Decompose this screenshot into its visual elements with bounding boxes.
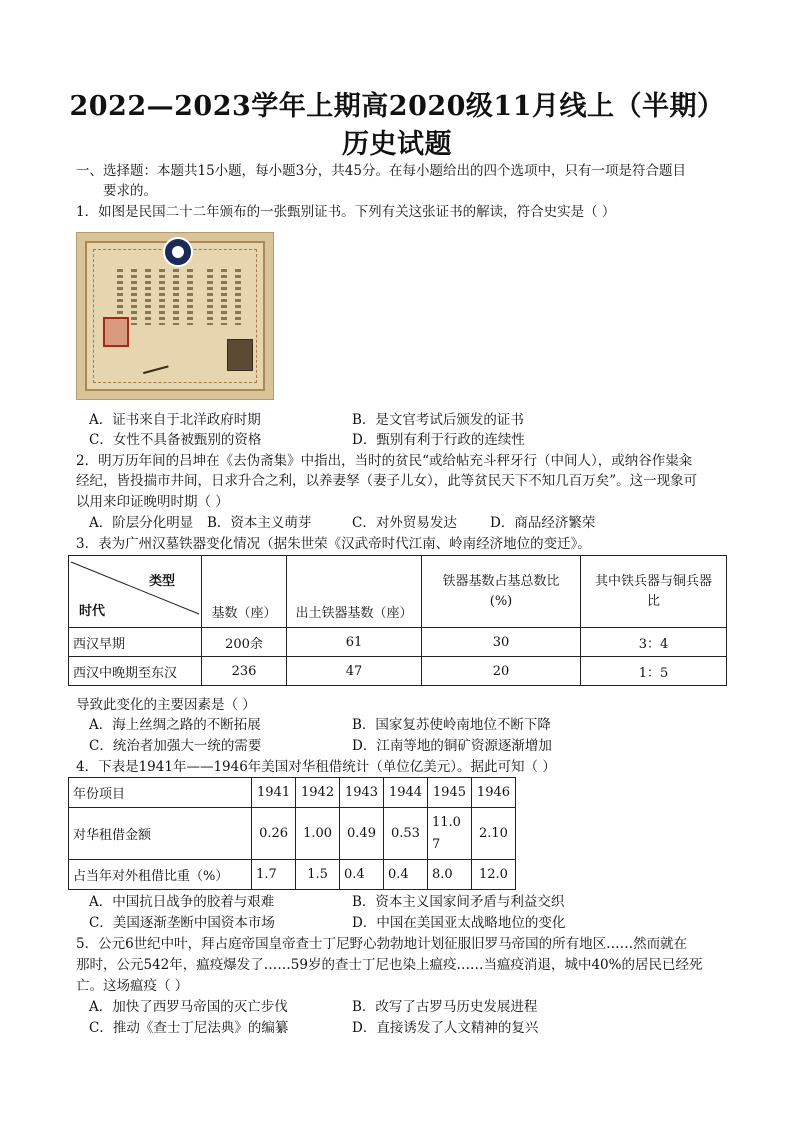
certificate-text-column <box>131 269 137 325</box>
q5-stem-line2: 那时，公元542年，瘟疫爆发了……59岁的查士丁尼也染上瘟疫……当瘟疫消退，城中40%的居民已经死 <box>76 957 703 973</box>
certificate-text-column <box>207 269 213 325</box>
q3-row2-era: 西汉中晚期至东汉 <box>69 657 202 686</box>
q4-row1-label: 对华租借金额 <box>69 808 252 860</box>
emblem-icon <box>163 237 193 267</box>
q3-row2-count: 236 <box>202 657 287 686</box>
q4-table <box>68 777 516 890</box>
table-row <box>69 860 516 890</box>
table-row <box>69 628 727 657</box>
q4-header-1945: 1945 <box>427 778 471 808</box>
red-seal-icon <box>103 317 129 347</box>
q3-stem: 3．表为广州汉墓铁器变化情况（据朱世荣《汉武帝时代江南、岭南经济地位的变迁》。 <box>76 536 591 552</box>
q3-row1-count: 200余 <box>202 628 287 657</box>
q4-header-label: 年份项目 <box>69 778 252 808</box>
corner-label-type: 类型 <box>149 574 176 589</box>
q3-header-weapon-line2: 比 <box>646 593 660 609</box>
q5-option-a: A．加快了西罗马帝国的灭亡步伐 <box>89 999 288 1015</box>
certificate-text-column <box>159 269 165 325</box>
q3-option-c: C．统治者加强大一统的需要 <box>89 738 262 754</box>
q4-row1-1945 <box>427 808 471 860</box>
q4-row2-1943: 0.4 <box>340 860 384 890</box>
q4-row1-1942: 1.00 <box>296 808 340 860</box>
certificate-text-column <box>173 269 179 325</box>
certificate-text-column <box>187 269 193 325</box>
portrait-photo <box>227 339 253 371</box>
q3-header-ratio-line1: 铁器基数占基总数比 <box>442 573 560 589</box>
certificate-text-column <box>235 269 241 325</box>
q3-question: 导致此变化的主要因素是（ ） <box>76 697 256 713</box>
certificate-text-column <box>145 269 151 325</box>
q4-row2-1946: 12.0 <box>471 860 515 890</box>
q4-row2-label: 占当年对外租借比重（%） <box>69 860 252 890</box>
q5-option-b: B．改写了古罗马历史发展进程 <box>352 999 538 1015</box>
q4-header-1946: 1946 <box>471 778 515 808</box>
section-instruction-line1: 一、选择题：本题共15小题，每小题3分，共45分。在每小题给出的四个选项中，只有一项是符合题目 <box>76 163 686 179</box>
q3-header-iron-count: 出土铁器基数（座） <box>287 556 422 628</box>
q2-option-b: B．资本主义萌芽 <box>207 515 312 531</box>
section-instruction-line2: 要求的。 <box>103 183 157 199</box>
corner-label-era: 时代 <box>79 604 106 619</box>
q1-option-a: A．证书来自于北洋政府时期 <box>89 412 261 428</box>
q3-row1-ratio: 30 <box>422 628 581 657</box>
q3-row2-ratio: 20 <box>422 657 581 686</box>
q4-option-c: C．美国逐渐垄断中国资本市场 <box>89 915 275 931</box>
q1-option-d: D．甄别有利于行政的连续性 <box>352 432 525 448</box>
q3-row1-iron: 61 <box>287 628 422 657</box>
q5-option-d: D．直接诱发了人文精神的复兴 <box>352 1020 539 1036</box>
q2-stem-line3: 以用来印证晚明时期（ ） <box>76 494 229 510</box>
table-row <box>69 657 727 686</box>
q3-option-a: A．海上丝绸之路的不断拓展 <box>89 717 261 733</box>
q2-option-d: D．商品经济繁荣 <box>490 515 596 531</box>
q3-option-d: D．江南等地的铜矿资源逐渐增加 <box>352 738 552 754</box>
table-row <box>69 778 516 808</box>
q4-row1-1945-line2: 7 <box>431 836 441 852</box>
q3-row2-weapon: 1：5 <box>581 657 727 686</box>
q3-row1-era: 西汉早期 <box>69 628 202 657</box>
certificate-text-column <box>221 269 227 325</box>
q5-option-c: C．推动《查士丁尼法典》的编纂 <box>89 1020 289 1036</box>
q4-option-b: B．资本主义国家间矛盾与利益交织 <box>352 894 565 910</box>
q1-option-c: C．女性不具备被甄别的资格 <box>89 432 262 448</box>
q3-header-ratio <box>422 556 581 628</box>
q3-header-weapon-line1: 其中铁兵器与铜兵器 <box>594 573 712 589</box>
q3-table <box>68 555 727 686</box>
q4-header-1943: 1943 <box>340 778 384 808</box>
q4-row2-1945: 8.0 <box>427 860 471 890</box>
q2-stem-line1: 2．明万历年间的吕坤在《去伪斋集》中指出，当时的贫民“或给帖充斗秤牙行（中间人），或纳谷作粜籴 <box>76 453 693 469</box>
q1-stem: 1．如图是民国二十二年颁布的一张甄别证书。下列有关这张证书的解读，符合史实是（ ） <box>76 204 616 220</box>
exam-title-line2: 历史试题 <box>342 129 452 160</box>
q5-stem-line3: 亡。这场瘟疫（ ） <box>76 978 189 994</box>
q2-option-c: C．对外贸易发达 <box>352 515 457 531</box>
q4-row2-1944: 0.4 <box>384 860 428 890</box>
q3-row2-iron: 47 <box>287 657 422 686</box>
q3-header-weapon-ratio <box>581 556 727 628</box>
q2-option-a: A．阶层分化明显 <box>89 515 194 531</box>
q1-option-b: B．是文官考试后颁发的证书 <box>352 412 524 428</box>
q2-stem-line2: 经纪，皆投揣市井间，日求升合之利，以养妻孥（妻子儿女），此等贫民天下不知几百万矣”。这一现象可 <box>76 473 698 489</box>
q4-row1-1946: 2.10 <box>471 808 515 860</box>
q4-option-d: D．中国在美国亚太战略地位的变化 <box>352 915 566 931</box>
q4-row1-1943: 0.49 <box>340 808 384 860</box>
q3-header-ratio-line2: (%) <box>489 593 513 609</box>
table-row <box>69 808 516 860</box>
q3-header-count: 基数（座） <box>202 556 287 628</box>
q4-header-1942: 1942 <box>296 778 340 808</box>
q3-row1-weapon: 3：4 <box>581 628 727 657</box>
exam-title-line1: 2022—2023学年上期高2020级11月线上（半期） <box>69 91 725 122</box>
certificate-photo <box>76 232 274 400</box>
q3-option-b: B．国家复苏使岭南地位不断下降 <box>352 717 551 733</box>
q4-stem: 4．下表是1941年——1946年美国对华租借统计（单位亿美元）。据此可知（ ） <box>76 759 556 775</box>
q4-row1-1945-line1: 11.0 <box>431 814 461 830</box>
q4-row1-1944: 0.53 <box>384 808 428 860</box>
q4-header-1944: 1944 <box>384 778 428 808</box>
q4-option-a: A．中国抗日战争的胶着与艰难 <box>89 894 275 910</box>
q4-row1-1941: 0.26 <box>252 808 296 860</box>
q5-stem-line1: 5．公元6世纪中叶，拜占庭帝国皇帝查士丁尼野心勃勃地计划征服旧罗马帝国的所有地区……然而就在 <box>76 936 688 952</box>
q3-table-corner-cell <box>69 556 202 628</box>
q4-row2-1941: 1.7 <box>252 860 296 890</box>
q4-row2-1942: 1.5 <box>296 860 340 890</box>
q4-header-1941: 1941 <box>252 778 296 808</box>
